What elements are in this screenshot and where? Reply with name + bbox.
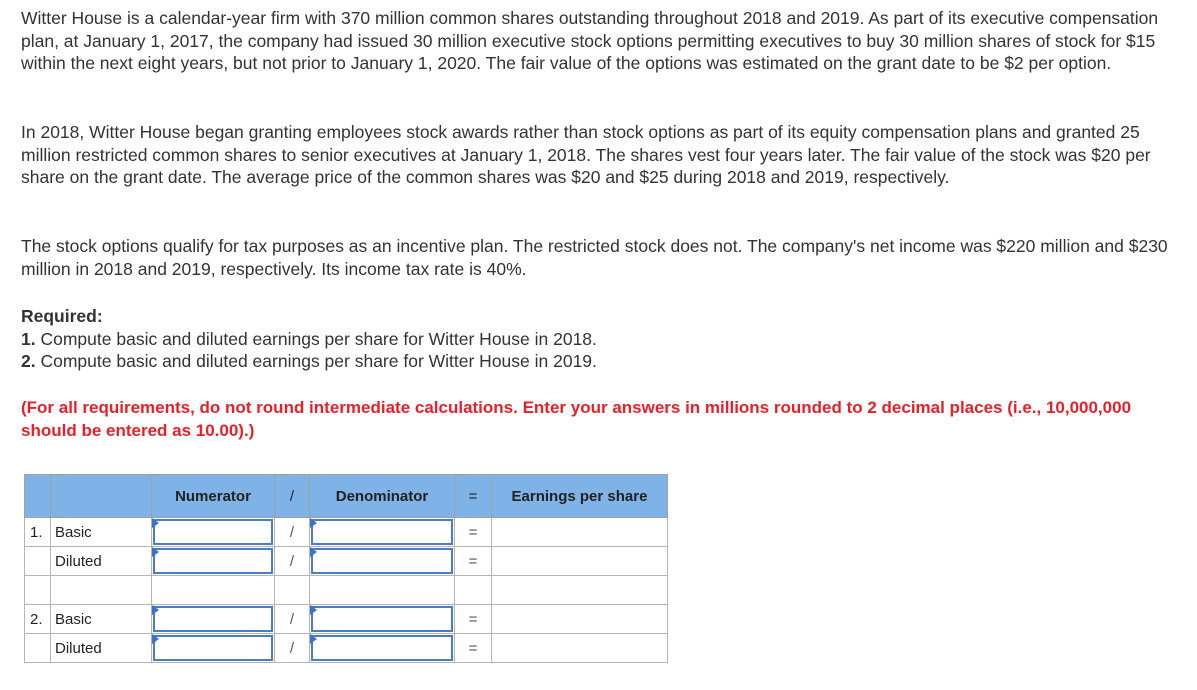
equals-symbol: = — [455, 518, 492, 547]
header-eps: Earnings per share — [492, 475, 668, 518]
spacer-cell — [275, 576, 310, 605]
required-section — [21, 305, 597, 373]
table-header-row — [25, 475, 668, 518]
input-box[interactable] — [311, 635, 453, 661]
dropdown-marker-icon — [310, 634, 317, 644]
table-row — [25, 518, 668, 547]
dropdown-marker-icon — [310, 518, 317, 528]
spacer-cell — [152, 576, 275, 605]
required-item-number: 1. — [21, 328, 36, 349]
denominator-input-1-diluted[interactable] — [310, 547, 455, 576]
header-divide: / — [275, 475, 310, 518]
header-equals: = — [455, 475, 492, 518]
required-item-2 — [21, 350, 597, 373]
intro-paragraph-1: Witter House is a calendar-year firm with 370 million common shares outstanding throughout 2018 and 2019. As part of its executive compensation plan, at January 1, 2017, the company had issued 30 million executive stock options permitting executives to buy 30 million shares of stock for $15 within the next eight years, but not prior to January 1, 2020. The fair value of the options was estimated on the grant date to be $2 per option. — [21, 8, 1159, 73]
divide-symbol: / — [275, 547, 310, 576]
divide-symbol: / — [275, 634, 310, 663]
eps-value-1-basic — [492, 518, 668, 547]
intro-paragraph-3: The stock options qualify for tax purposes as an incentive plan. The restricted stock does not. The company's net income was $220 million and $230 million in 2018 and 2019, respectively. Its income tax rate is 40%. — [21, 236, 1168, 279]
dropdown-marker-icon — [152, 634, 159, 644]
denominator-input-1-basic[interactable] — [310, 518, 455, 547]
divide-symbol: / — [275, 605, 310, 634]
spacer-cell — [492, 576, 668, 605]
numerator-input-2-diluted[interactable] — [152, 634, 275, 663]
intro-paragraph-2: In 2018, Witter House began granting employees stock awards rather than stock options as part of its equity compensation plans and granted 25 million restricted common shares to senior executives at January 1, 2018. The shares vest four years later. The fair value of the stock was $20 per share on the grant date. The average price of the common shares was $20 and $25 during 2018 and 2019, respectively. — [21, 122, 1151, 187]
row-number — [25, 634, 51, 663]
spacer-cell — [455, 576, 492, 605]
row-label: Basic — [51, 605, 152, 634]
table-row — [25, 605, 668, 634]
equals-symbol: = — [455, 605, 492, 634]
dropdown-marker-icon — [310, 547, 317, 557]
table-row — [25, 547, 668, 576]
row-label: Basic — [51, 518, 152, 547]
denominator-input-2-basic[interactable] — [310, 605, 455, 634]
row-number: 2. — [25, 605, 51, 634]
input-box[interactable] — [153, 548, 273, 574]
numerator-input-2-basic[interactable] — [152, 605, 275, 634]
input-box[interactable] — [153, 635, 273, 661]
dropdown-marker-icon — [152, 605, 159, 615]
divide-symbol: / — [275, 518, 310, 547]
numerator-input-1-basic[interactable] — [152, 518, 275, 547]
table-spacer-row — [25, 576, 668, 605]
header-blank — [51, 475, 152, 518]
dropdown-marker-icon — [152, 547, 159, 557]
dropdown-marker-icon — [152, 518, 159, 528]
equals-symbol: = — [455, 547, 492, 576]
row-label: Diluted — [51, 547, 152, 576]
row-number — [25, 547, 51, 576]
input-box[interactable] — [311, 548, 453, 574]
required-item-text: Compute basic and diluted earnings per share for Witter House in 2019. — [40, 351, 597, 371]
eps-value-1-diluted — [492, 547, 668, 576]
required-item-number: 2. — [21, 351, 36, 371]
eps-answer-table — [24, 474, 668, 663]
input-box[interactable] — [311, 606, 453, 632]
input-box[interactable] — [311, 519, 453, 545]
denominator-input-2-diluted[interactable] — [310, 634, 455, 663]
eps-value-2-basic — [492, 605, 668, 634]
input-box[interactable] — [153, 519, 273, 545]
dropdown-marker-icon — [310, 605, 317, 615]
required-item-text: Compute basic and diluted earnings per share for Witter House in 2018. — [40, 328, 597, 349]
spacer-cell — [51, 576, 152, 605]
equals-symbol: = — [455, 634, 492, 663]
header-numerator: Numerator — [152, 475, 275, 518]
spacer-cell — [310, 576, 455, 605]
header-blank — [25, 475, 51, 518]
eps-value-2-diluted — [492, 634, 668, 663]
spacer-cell — [25, 576, 51, 605]
numerator-input-1-diluted[interactable] — [152, 547, 275, 576]
required-item-1 — [21, 328, 597, 351]
table-row — [25, 634, 668, 663]
input-box[interactable] — [153, 606, 273, 632]
row-label: Diluted — [51, 634, 152, 663]
row-number: 1. — [25, 518, 51, 547]
header-denominator: Denominator — [310, 475, 455, 518]
required-heading: Required: — [21, 306, 103, 326]
rounding-instructions: (For all requirements, do not round intermediate calculations. Enter your answers in millions rounded to 2 decimal places (i.e., 10,000,000 should be entered as 10.00).) — [21, 398, 1132, 440]
